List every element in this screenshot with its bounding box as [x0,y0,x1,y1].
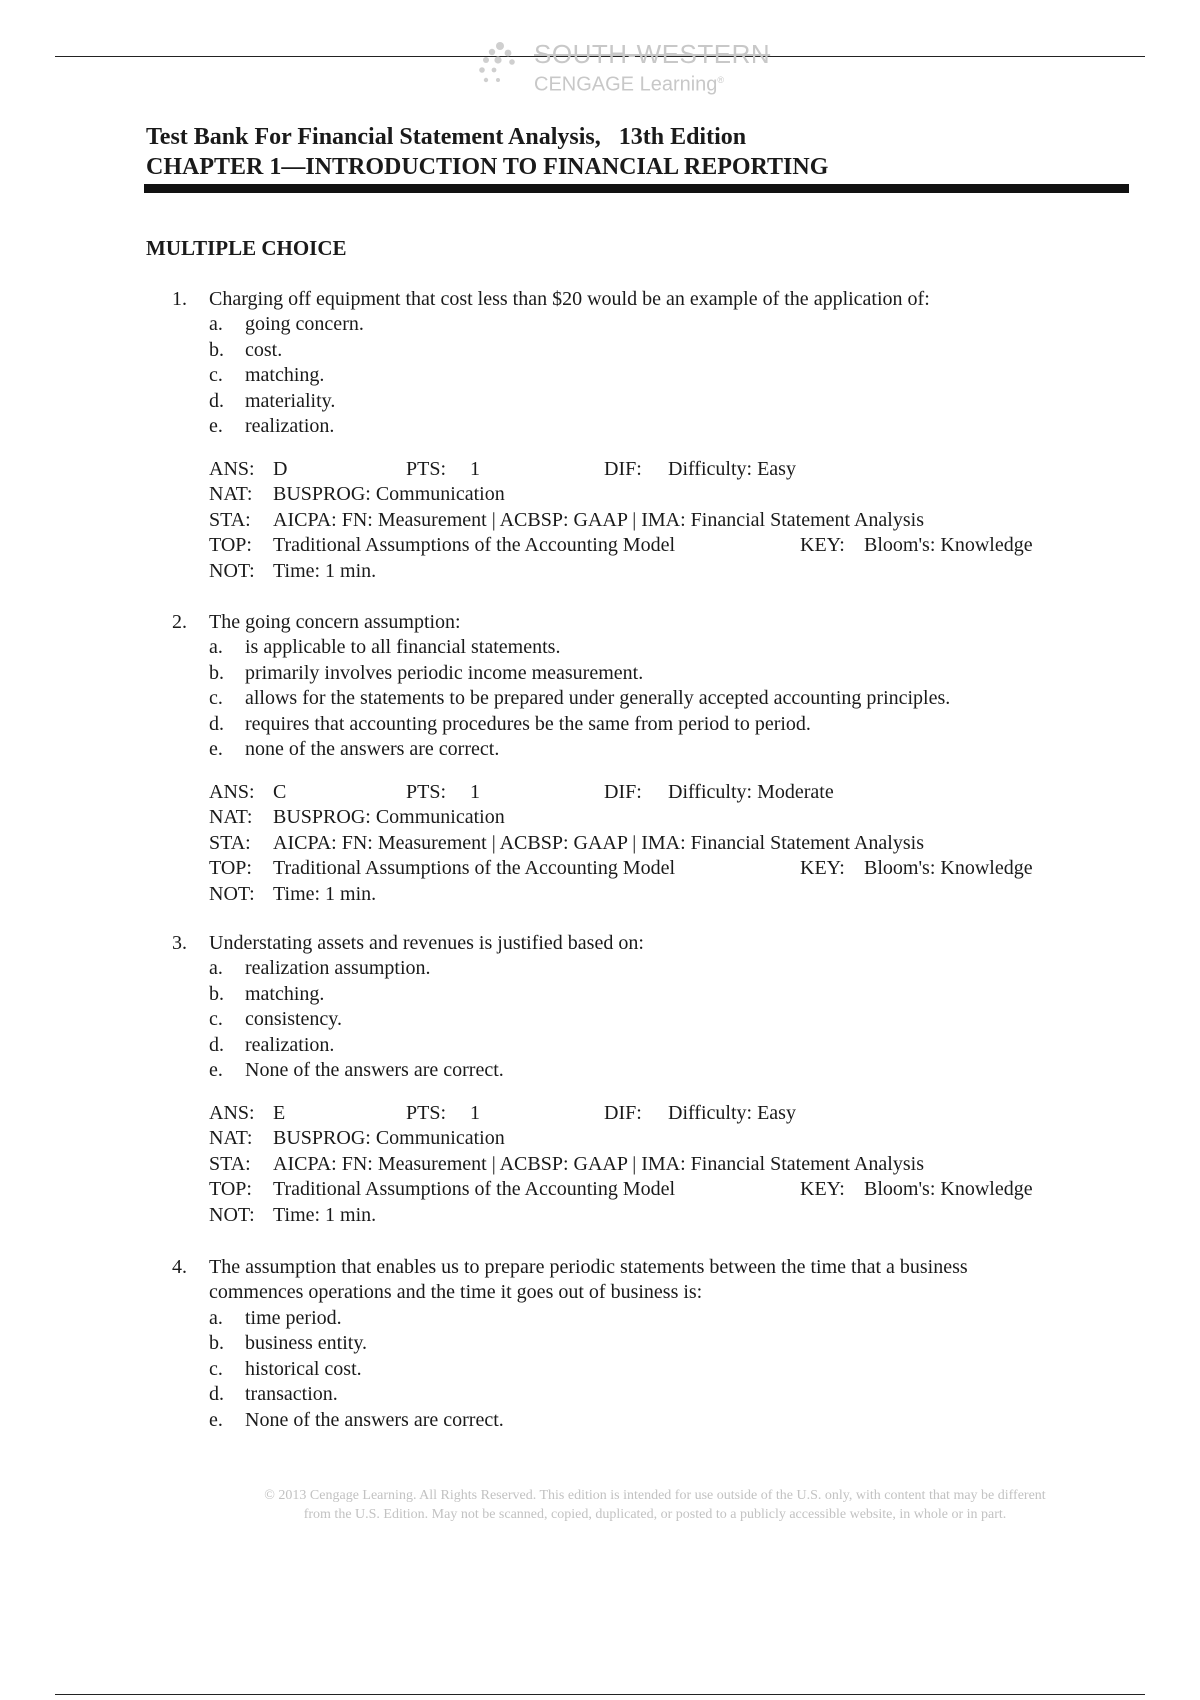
meta-not-row: NOT: Time: 1 min. [209,1203,377,1226]
copyright-line-2: from the U.S. Edition. May not be scanned, copied, duplicated, or posted to a publicly accessible website, in whole or in part. [303,1507,1007,1522]
option-b: b. business entity. [209,1332,368,1354]
option-e: e. realization. [209,415,335,437]
cengage-logo-icon [472,40,528,92]
meta-not-row: NOT: Time: 1 min. [209,559,377,582]
question-stem [172,1254,1072,1280]
question-2 [172,609,1072,907]
option-c: c. matching. [209,364,325,386]
meta-nat-row: NAT: BUSPROG: Communication [209,483,505,505]
option-e: e. None of the answers are correct. [209,1408,504,1431]
meta-answer-row: ANS: C PTS: 1 DIF: Difficulty: Moderate [209,780,1072,806]
meta-top-row: TOP: Traditional Assumptions of the Accounting Model KEY: Bloom's: Knowledge [209,857,1033,879]
logo-text-cengage: CENGAGE Learning® [534,73,725,96]
option-b: b. cost. [209,338,283,361]
logo-text-south-western: SOUTH-WESTERN [534,39,771,69]
book-title: Test Bank For Financial Statement Analysis, 13th Edition [146,124,747,150]
meta-nat-row: NAT: BUSPROG: Communication [209,1127,505,1149]
footer-rule [55,1694,1145,1695]
answer-value: C [273,780,287,803]
section-heading: MULTIPLE CHOICE [146,236,347,260]
option-c: c. allows for the statements to be prepared under generally accepted accounting principles. [209,687,951,709]
option-d: d. materiality. [209,389,336,412]
answer-value: D [273,457,288,480]
option-c: c. consistency. [209,1008,343,1030]
question-metadata [172,780,1072,908]
question-text: The assumption that enables us to prepare periodic statements between the time that a business [209,1256,968,1278]
meta-top-row: TOP: Traditional Assumptions of the Accounting Model KEY: Bloom's: Knowledge [209,534,1033,556]
option-a: a. time period. [209,1306,342,1329]
option-b: b. primarily involves periodic income measurement. [209,661,644,684]
meta-answer-row: ANS: D PTS: 1 DIF: Difficulty: Easy [209,457,1072,483]
question-3 [172,930,1072,1228]
meta-nat-row: NAT: BUSPROG: Communication [209,806,505,828]
meta-sta-row: STA: AICPA: FN: Measurement | ACBSP: GAAP | IMA: Financial Statement Analysis [209,508,924,531]
question-text: Understating assets and revenues is justified based on: [209,932,644,954]
option-c: c. historical cost. [209,1357,362,1380]
option-d: d. transaction. [209,1383,338,1405]
title-rule [144,184,1129,193]
option-d: d. requires that accounting procedures be the same from period to period. [209,712,811,735]
option-d: d. realization. [209,1033,335,1056]
question-number: 1. [172,288,187,310]
difficulty-value: Difficulty: Easy [668,1101,796,1124]
option-a: a. realization assumption. [209,957,431,979]
question-number: 2. [172,611,187,633]
answer-value: E [273,1101,286,1124]
question-stem [172,930,1072,956]
option-a: a. going concern. [209,313,364,335]
question-4 [172,1254,1072,1433]
question-1 [172,286,1072,584]
option-e: e. None of the answers are correct. [209,1059,504,1081]
question-number: 3. [172,932,187,954]
meta-sta-row: STA: AICPA: FN: Measurement | ACBSP: GAAP | IMA: Financial Statement Analysis [209,1152,924,1175]
chapter-title: CHAPTER 1—INTRODUCTION TO FINANCIAL REPORTING [146,154,829,180]
difficulty-value: Difficulty: Easy [668,457,796,480]
question-number: 4. [172,1256,187,1278]
option-e: e. none of the answers are correct. [209,738,500,760]
option-b: b. matching. [209,982,325,1005]
points-value: 1 [470,1101,480,1124]
copyright-line-1: © 2013 Cengage Learning. All Rights Reserved. This edition is intended for use outside of the U.S. only, with content that may be different [264,1488,1046,1503]
publisher-logo [472,40,792,96]
points-value: 1 [470,457,480,480]
question-metadata [172,1101,1072,1229]
meta-answer-row: ANS: E PTS: 1 DIF: Difficulty: Easy [209,1101,1072,1127]
difficulty-value: Difficulty: Moderate [668,780,834,803]
question-metadata [172,457,1072,585]
document-title [146,122,1131,182]
question-text: Charging off equipment that cost less than $20 would be an example of the application of: [209,288,930,310]
meta-not-row: NOT: Time: 1 min. [209,882,377,905]
meta-sta-row: STA: AICPA: FN: Measurement | ACBSP: GAAP | IMA: Financial Statement Analysis [209,831,924,854]
question-stem-continued: commences operations and the time it goes out of business is: [209,1281,703,1303]
meta-top-row: TOP: Traditional Assumptions of the Accounting Model KEY: Bloom's: Knowledge [209,1178,1033,1200]
question-stem [172,609,1072,635]
option-a: a. is applicable to all financial statements. [209,636,561,658]
copyright-footer [175,1486,1135,1524]
question-text: The going concern assumption: [209,611,461,633]
points-value: 1 [470,780,480,803]
question-stem [172,286,1072,312]
